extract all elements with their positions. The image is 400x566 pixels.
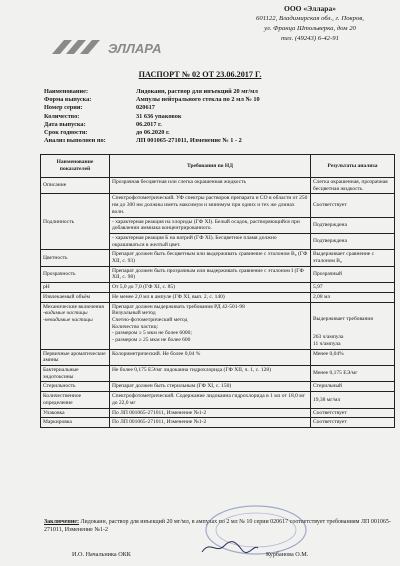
meta-value: 020617 xyxy=(136,104,155,112)
mech-req-line: Визуальный метод xyxy=(112,310,156,317)
row-result: Слегка окрашенная, прозрачная бесцветная жидкость xyxy=(311,178,395,194)
signature-name: Курбанова О.М. xyxy=(266,551,309,558)
org-address-2: ул. Франца Штольверка, дом 20 xyxy=(264,25,356,32)
row-result: Соответствует xyxy=(311,418,395,428)
row-name: Упаковка xyxy=(41,408,110,418)
row-result: 5,97 xyxy=(311,283,395,293)
meta-row-expiry xyxy=(44,129,260,137)
meta-row-name xyxy=(44,88,260,96)
row-requirement: Спектрофотометрический. УФ спектры растворов препарата и СО в области от 250 нм до 300 нм должны иметь максимум и минимум при одних и тех же длинах волн. xyxy=(110,194,311,217)
org-address-1: 601122, Владимирская обл., г. Покров, xyxy=(256,15,364,22)
product-meta xyxy=(44,88,260,145)
row-requirement: Препарат должен быть стерильным (ГФ XI, с. 150) xyxy=(110,382,311,392)
row-result: Подтверждена xyxy=(311,217,395,233)
org-header xyxy=(228,4,392,44)
meta-label: Номер серии: xyxy=(44,104,83,112)
row-name: Извлекаемый объём xyxy=(41,292,110,302)
meta-row-series xyxy=(44,104,260,112)
row-requirement xyxy=(110,302,311,349)
meta-label: Наименование: xyxy=(44,88,89,95)
row-requirement: Не более 0,175 ЕЭ/мг лидокаина гидрохлорида (ГФ XII, ч. 1, с. 128) xyxy=(110,366,311,382)
org-name: ООО «Эллара» xyxy=(284,4,336,13)
table-row xyxy=(41,178,395,194)
analysis-table xyxy=(40,154,395,428)
row-result: Выдерживает сравнение с эталоном B₉ xyxy=(311,250,395,266)
meta-label: Форма выпуска: xyxy=(44,96,92,104)
table-row xyxy=(41,366,395,382)
row-name: Бактериальные эндотоксины xyxy=(41,366,110,382)
signature-position: И.О. Начальника ОКК xyxy=(72,551,131,558)
mech-result-25um: 11 ч/ампула xyxy=(313,340,341,347)
meta-row-quantity xyxy=(44,113,260,121)
column-header: Требования по НД xyxy=(110,155,311,178)
row-result: Соответствует xyxy=(311,194,395,217)
mech-result-5um: 263 ч/ампула xyxy=(313,334,344,341)
row-name: Описание xyxy=(41,178,110,194)
ellara-logo xyxy=(52,36,202,58)
meta-row-analysis xyxy=(44,137,260,145)
row-result: Соответствует xyxy=(311,408,395,418)
row-requirement: По ЛП 001065-271011, Изменение №1-2 xyxy=(110,418,311,428)
mech-req-line: - размером ≥ 25 мкм не более 600 xyxy=(112,337,191,344)
row-result: Стерильный xyxy=(311,382,395,392)
mech-req-line: Количество частиц: xyxy=(112,323,159,330)
mech-sub-visible: -видимые частицы xyxy=(43,310,88,317)
logo-text: ЭЛЛАРА xyxy=(108,41,162,56)
meta-value: до 06.2020 г. xyxy=(136,129,170,137)
table-row xyxy=(41,266,395,282)
table-row-mechanical xyxy=(41,302,395,349)
meta-value: Ампулы нейтрального стекла по 2 мл № 10 xyxy=(136,96,260,104)
row-name: Маркировка xyxy=(41,418,110,428)
meta-value: Лидокаин, раствор для инъекций 20 мг/мл xyxy=(136,88,258,95)
row-result: 19,38 мг/мл xyxy=(311,392,395,408)
row-requirement: Препарат должен быть бесцветным или выдерживать сравнение с эталоном B₉ (ГФ XII, с. 93) xyxy=(110,250,311,266)
mech-req-line: - размером ≥ 5 мкм не более 6000; xyxy=(112,330,192,337)
meta-label: Дата выпуска: xyxy=(44,120,86,128)
row-requirement: Спектрофотометрический. Содержание лидокаина гидрохлорида в 1 мл от 18,0 мг до 22,0 мг xyxy=(110,392,311,408)
row-result: Подтверждена xyxy=(311,233,395,249)
org-phone: тел. (49243) 6-42-91 xyxy=(281,35,339,42)
row-requirement: Препарат должен быть прозрачным или выдерживать сравнение с эталоном I (ГФ XII, с. 98) xyxy=(110,266,311,282)
mech-req-line: Счетно-фотометрический метод xyxy=(112,316,188,323)
row-name: Первичные ароматические амины xyxy=(41,349,110,365)
mech-result-visible: Выдерживает требования xyxy=(313,315,373,322)
row-name: Цветность xyxy=(41,250,110,266)
conclusion-label: Заключение: xyxy=(44,519,79,525)
table-header-row xyxy=(41,155,395,178)
row-requirement: Колориметрический. Не более 0,04 % xyxy=(110,349,311,365)
meta-label: Срок годности: xyxy=(44,129,88,137)
row-name: Стерильность xyxy=(41,382,110,392)
meta-label: Анализ выполнен по: xyxy=(44,137,106,145)
row-result: Менее 0,175 ЕЭ/мг xyxy=(311,366,395,382)
conclusion-text: Лидокаин, раствор для инъекций 20 мг/мл, в ампулах по 2 мл № 10 серии 020617 соответствует требованиям ЛП 001065-271011, Изменение №1-2 xyxy=(44,519,391,533)
row-requirement: Прозрачная бесцветная или слегка окрашенная жидкость xyxy=(110,178,311,194)
row-requirement: - характерная реакция Б на натрий (ГФ XI). Бесцветное пламя должно окрашиваться в желтый цвет. xyxy=(110,233,311,249)
table-row xyxy=(41,349,395,365)
row-name: pH xyxy=(41,283,110,293)
column-header: Результаты анализа xyxy=(311,155,395,178)
mech-sub-invisible: -невидимые частицы xyxy=(43,316,93,323)
row-result xyxy=(311,302,395,349)
mech-req-line: Препарат должен выдерживать требования РД 42-501-98 xyxy=(112,303,245,310)
table-row xyxy=(41,418,395,428)
passport-title: ПАСПОРТ № 02 ОТ 23.06.2017 Г. xyxy=(138,70,262,79)
row-requirement: Не менее 2,0 мл в ампуле (ГФ XI, вып. 2, с. 140) xyxy=(110,292,311,302)
row-result: Менее 0,04% xyxy=(311,349,395,365)
row-name: Прозрачность xyxy=(41,266,110,282)
row-name: Подлинность xyxy=(41,194,110,250)
row-result: 2,08 мл xyxy=(311,292,395,302)
row-name xyxy=(41,302,110,349)
table-row xyxy=(41,382,395,392)
meta-value: ЛП 001065-271011, Изменение № 1 - 2 xyxy=(136,137,242,145)
table-row xyxy=(41,392,395,408)
meta-value: 31 636 упаковок xyxy=(136,112,182,120)
table-row xyxy=(41,408,395,418)
table-row xyxy=(41,292,395,302)
row-requirement: От 5,0 до 7,0 (ГФ XI, с. 85) xyxy=(110,283,311,293)
meta-value: 06.2017 г. xyxy=(136,120,162,128)
table-row xyxy=(41,283,395,293)
table-row xyxy=(41,250,395,266)
row-result: Прозрачный xyxy=(311,266,395,282)
row-requirement: По ЛП 001065-271011, Изменение №1-2 xyxy=(110,408,311,418)
row-requirement: - характерная реакция на хлориды (ГФ XI). Белый осадок, растворяющийся при добавлении аммиака концентрированного. xyxy=(110,217,311,233)
column-header: Наименование показателей xyxy=(41,155,110,178)
meta-row-release-date xyxy=(44,121,260,129)
meta-row-form xyxy=(44,96,260,104)
row-name: Количественное определение xyxy=(41,392,110,408)
table-row xyxy=(41,194,395,217)
signature-icon xyxy=(200,538,260,556)
mech-name: Механические включения xyxy=(43,303,104,310)
meta-label: Количество: xyxy=(44,112,80,120)
